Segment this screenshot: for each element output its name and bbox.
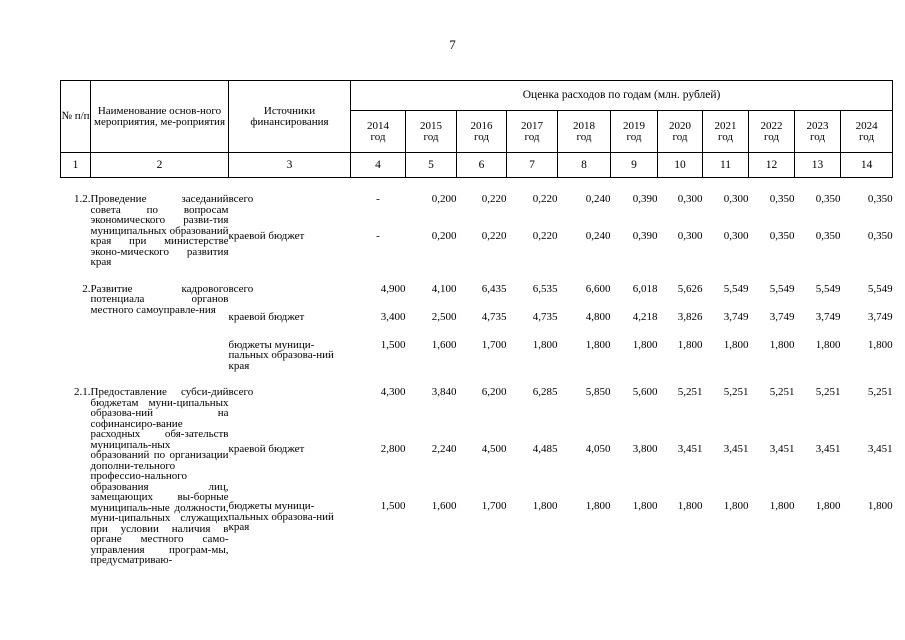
year-label: 2023 <box>806 119 829 132</box>
expense-value: 3,840 <box>431 386 457 398</box>
expense-value: 3,451 <box>723 443 749 456</box>
header-costs: Оценка расходов по годам (млн. рублей) <box>351 81 893 111</box>
expense-value: 1,800 <box>723 338 749 351</box>
year-header-5 <box>611 111 658 153</box>
expense-value: 0,220 <box>481 229 507 242</box>
row-number: 1.2. <box>74 193 91 205</box>
year-unit-label: год <box>672 130 688 143</box>
column-number: 2 <box>91 153 229 178</box>
year-label: 2014 <box>367 119 389 132</box>
activity-name: Развитие кадрового потенциала органов местного самоуправле-ния <box>90 282 229 316</box>
expense-value: 0,300 <box>677 193 703 205</box>
row-spacer <box>61 178 893 195</box>
funding-source: всего <box>228 386 254 398</box>
header-num: № п/п <box>61 81 91 153</box>
year-header-8 <box>749 111 795 153</box>
expense-value: 4,218 <box>632 310 658 323</box>
expense-value: 0,220 <box>532 229 558 242</box>
expense-value: 6,600 <box>585 282 611 295</box>
year-unit-label: год <box>576 130 592 143</box>
expense-value: 3,826 <box>677 310 703 323</box>
column-number: 3 <box>229 153 351 178</box>
year-header-1 <box>406 111 457 153</box>
year-unit-label: год <box>423 130 439 143</box>
expense-value: 1,800 <box>632 500 658 513</box>
expense-value: 3,800 <box>632 443 658 456</box>
expense-value: 3,749 <box>723 310 749 323</box>
expense-value: 1,800 <box>632 338 658 351</box>
expense-value: 0,350 <box>867 193 893 205</box>
column-number: 1 <box>61 153 91 178</box>
expense-value: 5,850 <box>585 386 611 398</box>
spacer-cell <box>61 178 893 195</box>
expense-value: 6,535 <box>532 282 558 295</box>
column-number: 9 <box>611 153 658 178</box>
column-number: 7 <box>507 153 558 178</box>
expense-value: 1,800 <box>532 500 558 513</box>
year-label: 2017 <box>521 119 543 132</box>
funding-source: краевой бюджет <box>228 443 305 456</box>
expense-value: 0,300 <box>723 193 749 205</box>
expense-value: 6,285 <box>532 386 558 398</box>
expense-value: 0,350 <box>769 229 795 242</box>
funding-source: всего <box>228 282 254 295</box>
year-header-9 <box>795 111 841 153</box>
expense-value: 1,800 <box>867 338 893 351</box>
year-unit-label: год <box>626 130 642 143</box>
year-label: 2018 <box>573 119 595 132</box>
year-header-4 <box>558 111 611 153</box>
expense-value: 3,400 <box>380 310 406 323</box>
expense-value: 6,018 <box>632 282 658 295</box>
expense-value: 4,735 <box>481 310 507 323</box>
expense-value: 5,251 <box>769 386 795 398</box>
expense-value: 2,240 <box>431 443 457 456</box>
table-row <box>61 284 893 312</box>
expense-value: 1,500 <box>380 338 406 351</box>
expense-value: 3,451 <box>677 443 703 456</box>
expense-value: 0,350 <box>815 193 841 205</box>
column-number: 14 <box>841 153 893 178</box>
year-header-10 <box>841 111 893 153</box>
expense-value: 0,300 <box>723 229 749 242</box>
expense-value: 1,800 <box>723 500 749 513</box>
expense-value: 0,240 <box>585 193 611 205</box>
expenditure-table <box>60 80 893 566</box>
expense-value: 5,251 <box>815 386 841 398</box>
row-number: 2. <box>82 282 91 295</box>
year-unit-label: год <box>809 130 826 143</box>
expense-value: 4,735 <box>532 310 558 323</box>
column-number: 6 <box>457 153 507 178</box>
year-header-7 <box>703 111 749 153</box>
spacer-cell <box>61 371 893 387</box>
year-label: 2016 <box>470 119 493 132</box>
expense-value: 1,600 <box>431 500 457 513</box>
expense-value: 3,451 <box>769 443 795 456</box>
expense-value: 2,800 <box>380 443 406 456</box>
activity-name: Проведение заседаний совета по вопросам экономического разви-тия муниципальных образований края при министерстве эконо-мического развития края <box>90 193 229 268</box>
expense-value: 1,800 <box>677 500 703 513</box>
expense-value: 0,220 <box>532 193 558 205</box>
year-unit-label: год <box>473 130 490 143</box>
funding-source: бюджеты муници-пальных образова-ний края <box>228 500 334 534</box>
year-unit-label: год <box>524 130 540 143</box>
column-number: 13 <box>795 153 841 178</box>
year-unit-label: год <box>763 130 780 143</box>
header-name: Наименование основ-ного мероприятия, ме-роприятия <box>91 81 229 153</box>
year-label: 2022 <box>760 119 783 132</box>
expense-value: 1,600 <box>431 338 457 351</box>
year-label: 2024 <box>855 119 878 132</box>
expense-value: 0,300 <box>677 229 703 242</box>
expense-value: 1,500 <box>380 500 406 513</box>
year-label: 2019 <box>623 119 645 132</box>
spacer-cell <box>61 268 893 284</box>
year-unit-label: год <box>859 130 875 143</box>
year-header-2 <box>457 111 507 153</box>
row-number: 2.1. <box>74 386 91 398</box>
year-label: 2020 <box>669 119 691 132</box>
expense-value: 0,350 <box>769 193 795 205</box>
expense-value: 0,220 <box>481 193 507 205</box>
year-header-6 <box>658 111 703 153</box>
expense-value: - <box>376 193 380 205</box>
expense-value: 1,800 <box>585 338 611 351</box>
expense-value: 1,800 <box>815 500 841 513</box>
row-spacer <box>61 268 893 284</box>
expense-value: - <box>376 229 380 242</box>
year-header-3 <box>507 111 558 153</box>
expense-value: 1,700 <box>481 338 507 351</box>
expense-value: 5,600 <box>632 386 658 398</box>
year-label: 2021 <box>714 119 737 132</box>
expense-value: 0,390 <box>632 193 658 205</box>
expense-value: 4,500 <box>481 443 507 456</box>
expense-value: 5,251 <box>867 386 893 398</box>
year-unit-label: год <box>717 130 734 143</box>
header-source: Источники финансирования <box>229 81 351 153</box>
expense-value: 4,900 <box>380 282 406 295</box>
expense-value: 4,485 <box>532 443 558 456</box>
funding-source: краевой бюджет <box>228 310 305 323</box>
column-number: 8 <box>558 153 611 178</box>
column-number: 12 <box>749 153 795 178</box>
expense-value: 5,549 <box>815 282 841 295</box>
expense-value: 4,050 <box>585 443 611 456</box>
expense-value: 4,800 <box>585 310 611 323</box>
expense-value: 3,749 <box>769 310 795 323</box>
activity-name: Предоставление субси-дий бюджетам муни-ципальных образова-ний на софинансиро-вание расходных обя-зательств муниципаль-ных образований по организации дополни-тельного профессио-нального образования лиц, замещающих вы-борные муниципаль-ные должности, муни-ципальных служащих при условии наличия в органе местного само-управления програм-мы, предусматриваю- <box>90 386 229 566</box>
expense-value: 4,100 <box>431 282 457 295</box>
column-number: 11 <box>703 153 749 178</box>
expense-value: 1,800 <box>769 338 795 351</box>
expense-value: 1,800 <box>867 500 893 513</box>
table-row <box>61 387 893 444</box>
table-row <box>61 194 893 231</box>
funding-source: всего <box>228 193 254 205</box>
expense-value: 5,626 <box>677 282 703 295</box>
page-number: 7 <box>449 37 456 52</box>
expense-value: 0,350 <box>815 229 841 242</box>
expense-value: 1,800 <box>769 500 795 513</box>
expense-value: 6,200 <box>481 386 507 398</box>
expense-value: 0,390 <box>632 229 658 242</box>
expense-value: 1,800 <box>585 500 611 513</box>
expense-value: 2,500 <box>431 310 457 323</box>
expense-value: 3,749 <box>867 310 893 323</box>
expense-value: 5,549 <box>867 282 893 295</box>
expense-value: 5,251 <box>723 386 749 398</box>
expense-value: 4,300 <box>380 386 406 398</box>
expense-value: 3,451 <box>867 443 893 456</box>
funding-source: бюджеты муници-пальных образова-ний края <box>228 338 334 372</box>
expense-value: 6,435 <box>481 282 507 295</box>
column-number: 5 <box>406 153 457 178</box>
row-spacer <box>61 371 893 387</box>
column-number: 10 <box>658 153 703 178</box>
column-number: 4 <box>351 153 406 178</box>
year-label: 2015 <box>420 119 442 132</box>
expense-value: 0,350 <box>867 229 893 242</box>
year-header-0 <box>351 111 406 153</box>
expense-value: 3,749 <box>815 310 841 323</box>
expense-value: 1,800 <box>815 338 841 351</box>
year-unit-label: год <box>370 130 386 143</box>
expense-value: 1,800 <box>532 338 558 351</box>
expense-value: 0,200 <box>431 229 457 242</box>
funding-source: краевой бюджет <box>228 229 305 242</box>
expense-value: 0,240 <box>585 229 611 242</box>
expense-value: 1,800 <box>677 338 703 351</box>
expense-value: 3,451 <box>815 443 841 456</box>
expense-value: 1,700 <box>481 500 507 513</box>
expense-value: 5,549 <box>723 282 749 295</box>
expense-value: 0,200 <box>431 193 457 205</box>
expense-value: 5,549 <box>769 282 795 295</box>
expense-value: 5,251 <box>677 386 703 398</box>
